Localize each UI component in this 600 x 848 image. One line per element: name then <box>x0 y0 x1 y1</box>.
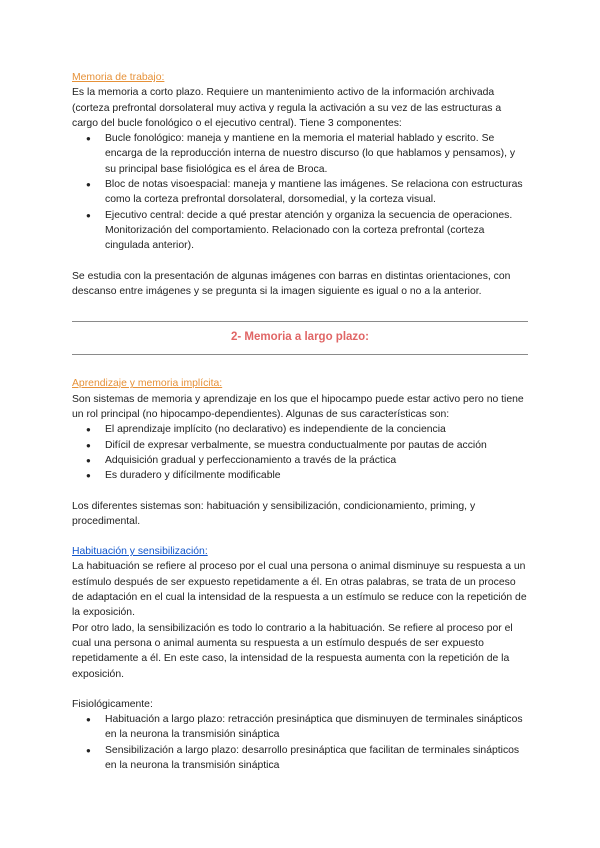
document-page <box>72 70 528 773</box>
list-item: ● Sensibilización a largo plazo: desarrollo presináptica que facilitan de terminales sinápticos en la neurona la transmisión sináptica <box>72 743 528 774</box>
list-item: ● Difícil de expresar verbalmente, se muestra conductualmente por pautas de acción <box>72 438 528 453</box>
section-title: 2- Memoria a largo plazo: <box>230 331 370 344</box>
working-memory-components <box>72 131 528 253</box>
divider-top <box>72 321 528 322</box>
list-item: ● Habituación a largo plazo: retracción presináptica que disminuyen de terminales sinápticos en la neurona la transmisión sináptica <box>72 712 528 743</box>
habituation-paragraph: La habituación se refiere al proceso por el cual una persona o animal disminuye su respuesta a un estímulo después de ser expuesto repetidamente a él. En otras palabras, se trata de un proceso de adaptación en el cual la intensidad de la respuesta a un estímulo se reduce con la repetición de la exposición. <box>72 561 527 619</box>
list-item: ● El aprendizaje implícito (no declarativo) es independiente de la conciencia <box>72 422 528 437</box>
list-item: ● Bloc de notas visoespacial: maneja y mantiene las imágenes. Se relaciona con estructuras como la corteza prefrontal dorsolateral, dorsomedial, y la corteza visual. <box>72 177 528 208</box>
physiology-label: Fisiológicamente: <box>72 698 153 710</box>
list-item: ● Bucle fonológico: maneja y mantiene en la memoria el material hablado y escrito. Se encarga de la reproducción interna de nuestro discurso (lo que hablamos y pensamos), y su principal base fisiológica es el área de Broca. <box>72 131 528 177</box>
implicit-memory-heading: Aprendizaje y memoria implícita: <box>72 378 223 390</box>
list-item: ● Adquisición gradual y perfeccionamiento a través de la práctica <box>72 453 528 468</box>
working-memory-intro: Es la memoria a corto plazo. Requiere un mantenimiento activo de la información archivada (corteza prefrontal dorsolateral muy activa y regula la activación a su vez de las estructuras a cargo del bucle fonológico o el ejecutivo central). Tiene 3 componentes: <box>72 87 502 129</box>
physiology-list <box>72 712 528 773</box>
systems-paragraph: Los diferentes sistemas son: habituación y sensibilización, condicionamiento, priming, y procedimental. <box>72 500 476 527</box>
habituation-heading: Habituación y sensibilización: <box>72 546 208 558</box>
study-note: Se estudia con la presentación de algunas imágenes con barras en distintas orientaciones, con descanso entre imágenes y se pregunta si la imagen siguiente es igual o no a la anterior. <box>72 270 511 297</box>
implicit-features <box>72 422 528 483</box>
working-memory-heading: Memoria de trabajo: <box>72 72 165 83</box>
implicit-memory-intro: Son sistemas de memoria y aprendizaje en los que el hipocampo puede estar activo pero no tiene un rol principal (no hipocampo-dependientes). Algunas de sus características son: <box>72 393 524 421</box>
list-item: ● Ejecutivo central: decide a qué prestar atención y organiza la secuencia de operaciones. Monitorización del comportamiento. Relacionado con la corteza prefrontal (corteza cingulada anterior). <box>72 208 528 254</box>
list-item: ● Es duradero y difícilmente modificable <box>72 468 528 483</box>
sensitization-paragraph: Por otro lado, la sensibilización es todo lo contrario a la habituación. Se refiere al proceso por el cual una persona o animal aumenta su respuesta a un estímulo después de ser expuesto repetidamente a él. En este caso, la intensidad de la respuesta aumenta con la repetición de la exposición. <box>72 622 513 680</box>
